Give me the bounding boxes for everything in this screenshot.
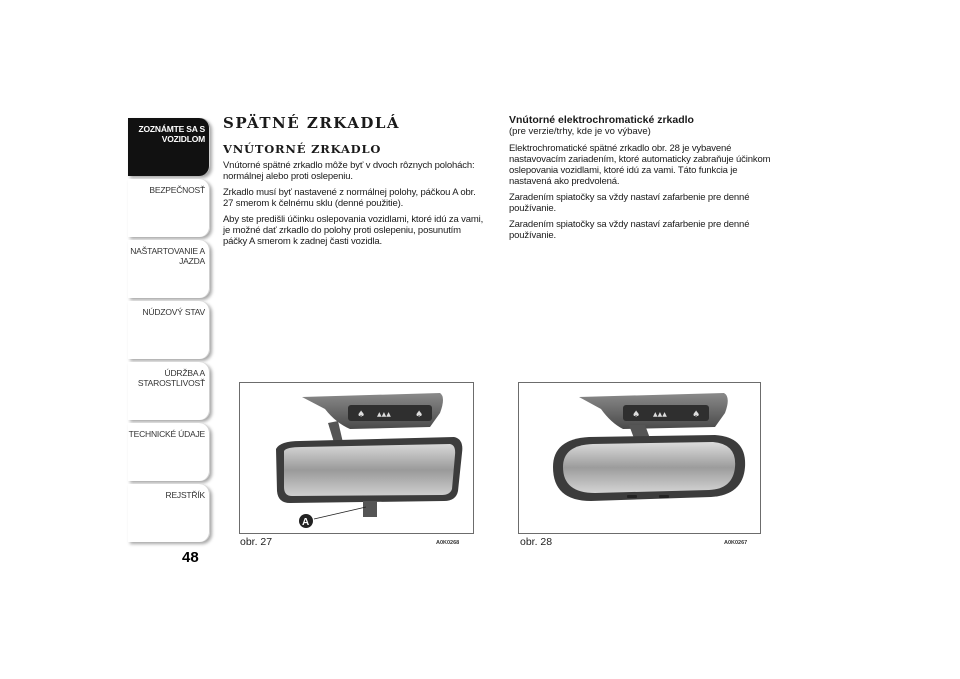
- svg-text:♠: ♠: [357, 410, 366, 420]
- section-subtitle: VNÚTORNÉ ZRKADLO: [223, 142, 382, 156]
- figure-28-label: obr. 28: [520, 536, 553, 548]
- tab-bezpecnost[interactable]: [128, 179, 210, 237]
- section-title: SPÄTNÉ ZRKADLÁ: [223, 114, 401, 132]
- tab-label: TECHNICKÉ ÚDAJE: [128, 429, 205, 439]
- electrochromatic-mirror-illustration: [519, 383, 760, 533]
- figure-28-code: A0K0267: [724, 540, 748, 546]
- paragraph: Elektrochromatické spätné zrkadlo obr. 28 je vybavené nastavovacím zariadením, ktoré automaticky zabraňuje účinkom oslepovania vozidlami, ktoré idú za vami. Táto funkcia je nastavená ako predvolená.: [509, 143, 771, 187]
- svg-text:▲▲▲: ▲▲▲: [377, 411, 391, 418]
- page-number: 48: [182, 549, 199, 566]
- tab-rejstrik[interactable]: [128, 484, 210, 542]
- subsection-heading: Vnútorné elektrochromatické zrkadlo: [509, 114, 694, 126]
- tab-technicke-udaje[interactable]: [128, 423, 210, 481]
- tab-label: NAŠTARTOVANIE A JAZDA: [130, 246, 205, 266]
- figure-27-code: A0K0268: [436, 540, 460, 546]
- tab-udrzba[interactable]: [128, 362, 210, 420]
- paragraph: Zrkadlo musí byť nastavené z normálnej polohy, páčkou A obr. 27 smerom k čelnému sklu (denné použitie).: [223, 187, 476, 209]
- left-column: [223, 114, 485, 252]
- figure-27: [239, 382, 474, 534]
- mirror-illustration: [240, 383, 473, 533]
- tab-label: BEZPEČNOSŤ: [149, 185, 205, 195]
- svg-text:♠: ♠: [415, 410, 424, 420]
- tab-label: ZOZNÁMTE SA S VOZIDLOM: [138, 124, 205, 144]
- paragraph: Zaradením spiatočky sa vždy nastaví zafarbenie pre denné používanie.: [509, 192, 750, 214]
- figure-28: [518, 382, 761, 534]
- subsection-note: (pre verzie/trhy, kde je vo výbave): [509, 126, 651, 137]
- svg-text:♠: ♠: [632, 410, 641, 420]
- tab-label: NÚDZOVÝ STAV: [142, 307, 205, 317]
- tab-label: REJSTŘÍK: [165, 490, 205, 500]
- tab-nudzovy-stav[interactable]: [128, 301, 210, 359]
- paragraph: Aby ste predišli účinku oslepovania vozidlami, ktoré idú za vami, je možné dať zrkadlo do polohy proti oslepeniu, posunutím páčky A smerom k zadnej časti vozidla.: [223, 214, 484, 247]
- svg-text:▲▲▲: ▲▲▲: [653, 411, 667, 418]
- tab-zoznamte-sa[interactable]: [128, 118, 210, 176]
- svg-text:♠: ♠: [692, 410, 701, 420]
- figure-27-label: obr. 27: [240, 536, 273, 548]
- paragraph: Vnútorné spätné zrkadlo môže byť v dvoch rôznych polohách: normálnej alebo proti oslepeniu.: [223, 160, 475, 182]
- callout-a-label: A: [302, 517, 310, 528]
- tab-nastartovanie[interactable]: [128, 240, 210, 298]
- tab-label: ÚDRŽBA A STAROSTLIVOSŤ: [137, 368, 205, 388]
- paragraph: Zaradením spiatočky sa vždy nastaví zafarbenie pre denné používanie.: [509, 219, 750, 241]
- right-column: [509, 114, 774, 246]
